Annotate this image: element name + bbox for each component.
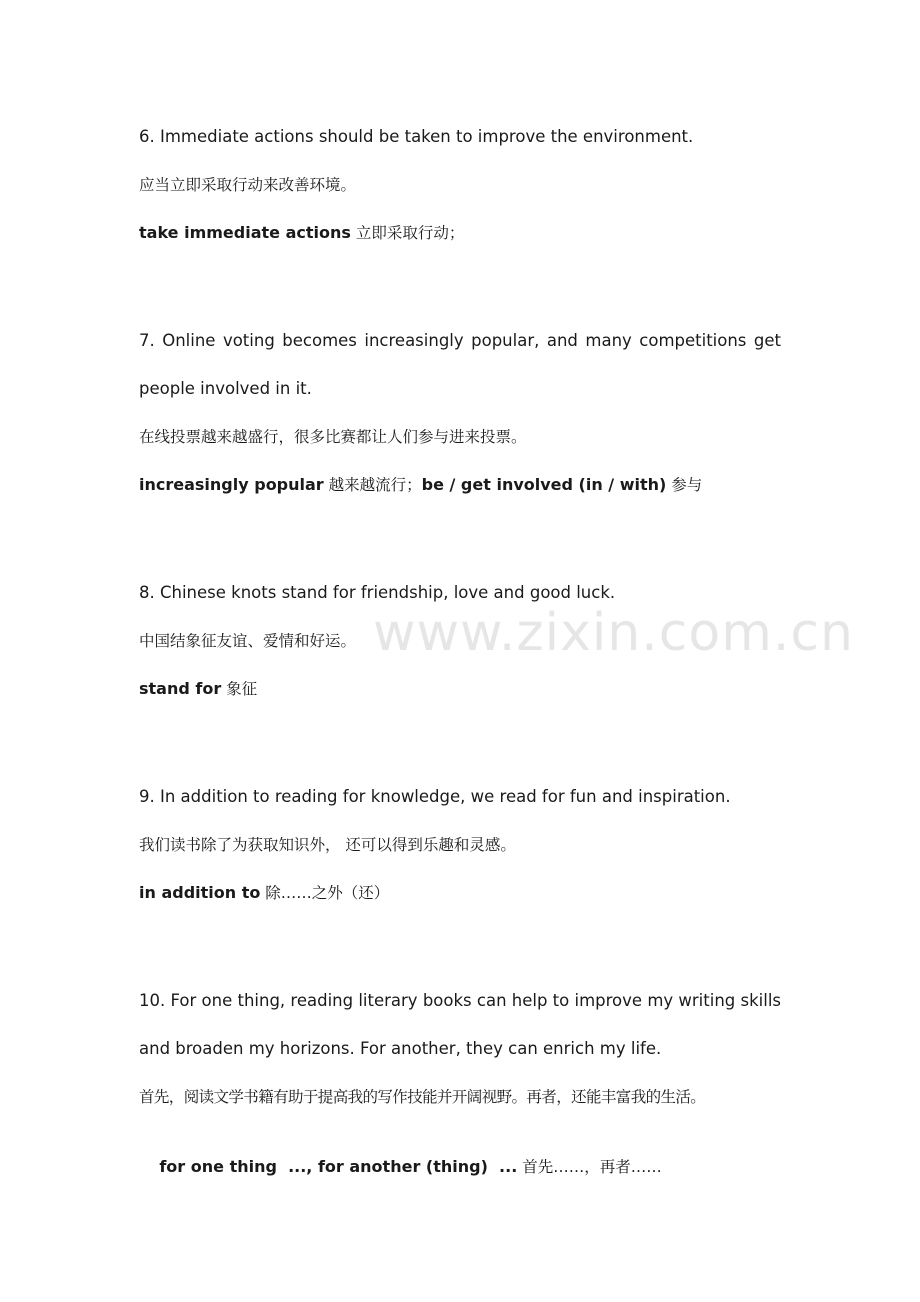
- phrase-meaning-7a: 越来越流行；: [323, 476, 422, 494]
- phrase-line-8: [139, 678, 257, 700]
- phrase-meaning-9: 除……之外（还）: [260, 884, 390, 902]
- sentence-6: 6. Immediate actions should be taken to improve the environment.: [139, 127, 694, 146]
- phrase-bold-10: for one thing ..., for another (thing) ...: [159, 1157, 518, 1176]
- translation-8: 中国结象征友谊、爱情和好运。: [139, 632, 357, 650]
- translation-10: 首先，阅读文学书籍有助于提高我的写作技能并开阔视野。再者，还能丰富我的生活。: [139, 1088, 706, 1106]
- sentence-9: 9. In addition to reading for knowledge, we read for fun and inspiration.: [139, 787, 731, 806]
- phrase-bold-6: take immediate actions: [139, 223, 351, 242]
- phrase-line-10: [139, 1134, 662, 1200]
- sentence-7-line2: people involved in it.: [139, 379, 312, 398]
- translation-9: 我们读书除了为获取知识外， 还可以得到乐趣和灵感。: [139, 836, 516, 854]
- phrase-meaning-7b: 参与: [666, 476, 703, 494]
- phrase-line-7: [139, 474, 702, 496]
- phrase-line-9: [139, 882, 389, 904]
- phrase-meaning-6: 立即采取行动；: [350, 224, 465, 242]
- phrase-meaning-10: 首先……，再者……: [517, 1158, 662, 1176]
- translation-7: 在线投票越来越盛行，很多比赛都让人们参与进来投票。: [139, 428, 527, 446]
- translation-6: 应当立即采取行动来改善环境。: [139, 176, 357, 194]
- phrase-bold-9: in addition to: [139, 883, 261, 902]
- phrase-bold-7a: increasingly popular: [139, 475, 324, 494]
- sentence-10-line1: 10. For one thing, reading literary books can help to improve my writing skills: [139, 991, 781, 1010]
- phrase-bold-7b: be / get involved (in / with): [421, 475, 667, 494]
- phrase-bold-8: stand for: [139, 679, 222, 698]
- sentence-10-line2: and broaden my horizons. For another, they can enrich my life.: [139, 1039, 662, 1058]
- watermark: www.zixin.com.cn: [373, 603, 854, 663]
- sentence-8: 8. Chinese knots stand for friendship, love and good luck.: [139, 583, 616, 602]
- phrase-meaning-8: 象征: [221, 680, 258, 698]
- phrase-line-6: [139, 222, 464, 244]
- sentence-7-line1: 7. Online voting becomes increasingly popular, and many competitions get: [139, 331, 781, 350]
